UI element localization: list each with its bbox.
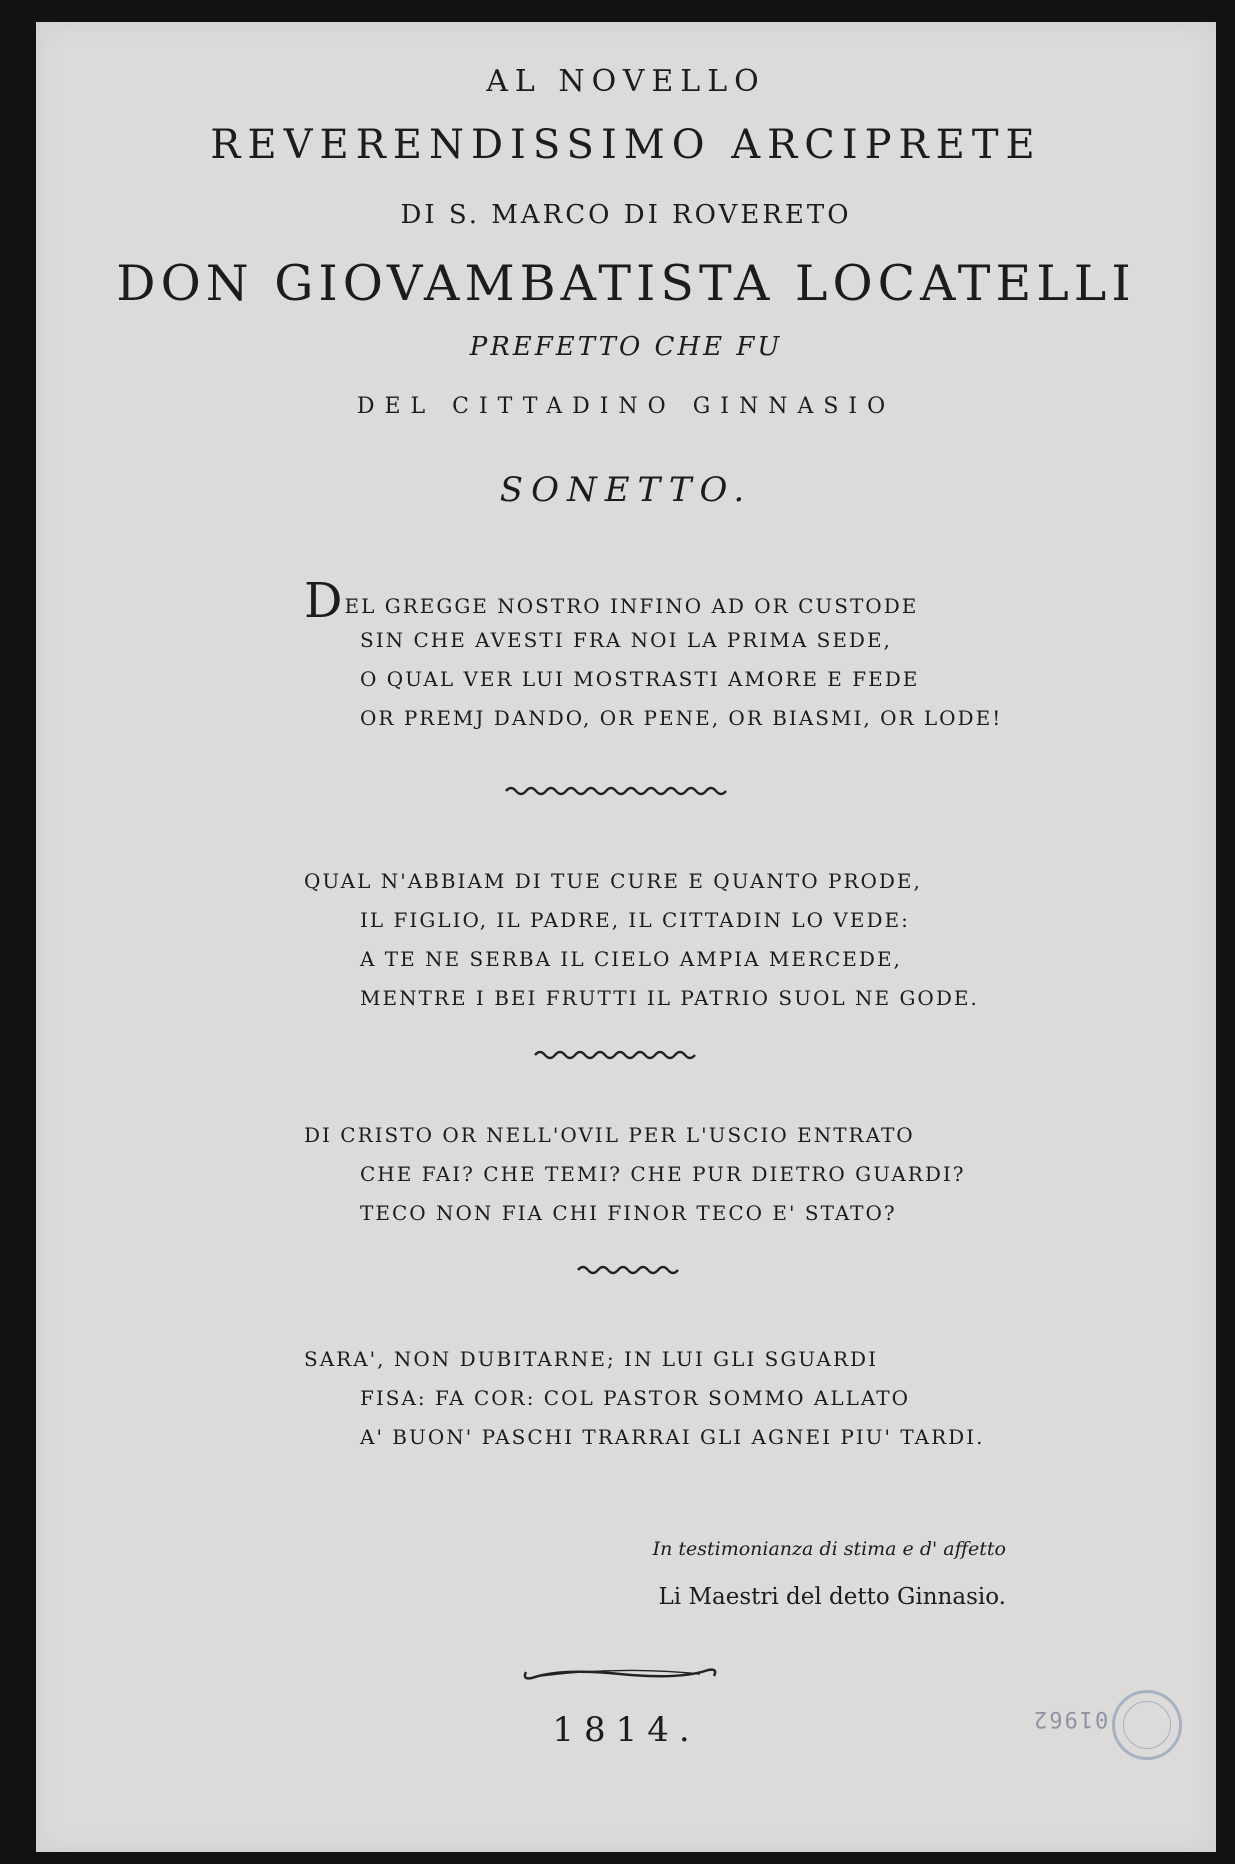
heading-line-1: AL NOVELLO	[486, 64, 766, 99]
verse-line: FISA: FA COR: COL PASTOR SOMMO ALLATO	[360, 1386, 910, 1410]
verse-line: CHE FAI? CHE TEMI? CHE PUR DIETRO GUARDI?	[360, 1162, 966, 1186]
stanza-1	[304, 573, 1003, 738]
verse-line: MENTRE I BEI FRUTTI IL PATRIO SUOL NE GODE.	[360, 986, 979, 1010]
wave-ornament	[576, 1263, 680, 1277]
heading-name: DON GIOVAMBATISTA LOCATELLI	[116, 255, 1136, 312]
verse-line: QUAL N'ABBIAM DI TUE CURE E QUANTO PRODE,	[304, 869, 922, 893]
library-stamp	[1112, 1690, 1182, 1760]
heading-line-5: PREFETTO CHE FU	[469, 332, 783, 362]
verse-line: SARA', NON DUBITARNE; IN LUI GLI SGUARDI	[304, 1347, 878, 1371]
printed-sheet	[36, 22, 1216, 1852]
inventory-mark: 01962	[1031, 1706, 1108, 1731]
verse-line: O QUAL VER LUI MOSTRASTI AMORE E FEDE	[360, 667, 920, 691]
publication-year: 1814.	[552, 1710, 700, 1750]
verse-text: EL GREGGE NOSTRO INFINO AD OR CUSTODE	[344, 594, 919, 618]
flourish-ornament	[520, 1662, 720, 1686]
stanza-3	[304, 1116, 966, 1233]
drop-cap: D	[304, 573, 345, 629]
dedication: In testimonianza di stima e d' affetto	[652, 1538, 1006, 1560]
verse-line: A TE NE SERBA IL CIELO AMPIA MERCEDE,	[360, 947, 902, 971]
heading-line-3: DI S. MARCO DI ROVERETO	[400, 200, 852, 230]
wave-ornament	[504, 784, 730, 798]
verse-line: IL FIGLIO, IL PADRE, IL CITTADIN LO VEDE:	[360, 908, 910, 932]
verse-line: SIN CHE AVESTI FRA NOI LA PRIMA SEDE,	[360, 628, 892, 652]
stanza-4	[304, 1340, 984, 1457]
signature: Li Maestri del detto Ginnasio.	[658, 1584, 1006, 1610]
wave-ornament	[533, 1048, 703, 1062]
poem-title: SONETTO.	[499, 470, 753, 510]
verse-line: TECO NON FIA CHI FINOR TECO E' STATO?	[360, 1201, 897, 1225]
stanza-2	[304, 862, 979, 1018]
verse-line	[304, 573, 1002, 629]
verse-line: DI CRISTO OR NELL'OVIL PER L'USCIO ENTRATO	[304, 1123, 915, 1147]
verse-line: OR PREMJ DANDO, OR PENE, OR BIASMI, OR LODE!	[360, 706, 1003, 730]
verse-line: A' BUON' PASCHI TRARRAI GLI AGNEI PIU' TARDI.	[360, 1425, 985, 1449]
heading-line-6: DEL CITTADINO GINNASIO	[356, 394, 896, 419]
heading-line-2: REVERENDISSIMO ARCIPRETE	[210, 122, 1042, 168]
